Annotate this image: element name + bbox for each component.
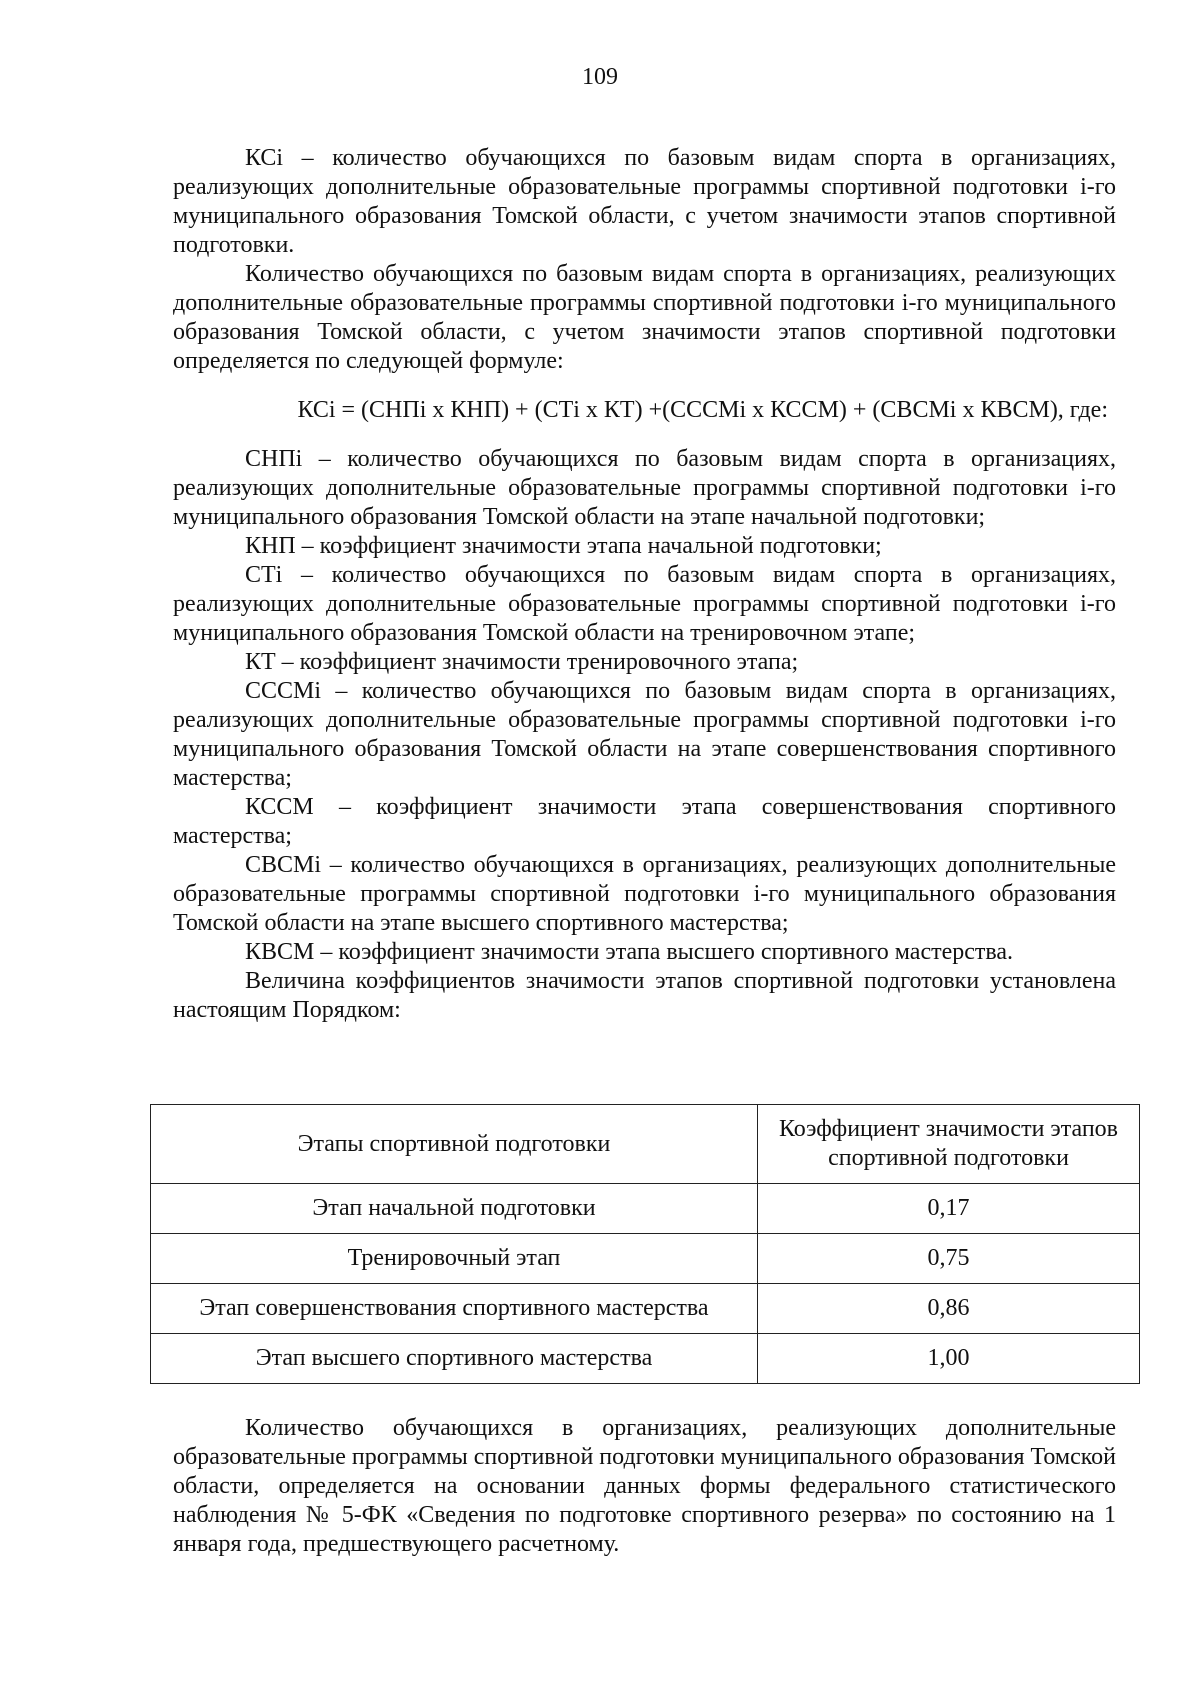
- definition-kvsm: КВСМ – коэффициент значимости этапа высшего спортивного мастерства.: [245, 939, 1014, 965]
- table-cell-coefficient: 0,17: [758, 1184, 1140, 1234]
- coefficients-table-wrapper: [150, 1104, 1140, 1384]
- closing-text: [173, 1414, 1116, 1559]
- table-row: [151, 1284, 1140, 1334]
- table-header-stage: Этапы спортивной подготовки: [151, 1105, 758, 1184]
- table-row: [151, 1334, 1140, 1384]
- page-number: 109: [582, 64, 618, 90]
- table-cell-coefficient: 0,86: [758, 1284, 1140, 1334]
- table-cell-stage: Этап начальной подготовки: [151, 1184, 758, 1234]
- table-cell-stage: Этап совершенствования спортивного мастерства: [151, 1284, 758, 1334]
- table-header-coefficient: Коэффициент значимости этапов спортивной подготовки: [758, 1105, 1140, 1184]
- table-cell-coefficient: 1,00: [758, 1334, 1140, 1384]
- table-row: [151, 1184, 1140, 1234]
- formula: КСi = (СНПi х КНП) + (СТi х КТ) +(СССМi х КССМ) + (СВСМi х КВСМ), где:: [297, 397, 1108, 423]
- definition-snpi: СНПi – количество обучающихся по базовым видам спорта в организациях, реализующих дополнительные образовательные программы спортивной подготовки i-го муниципального образования Томской области на этапе начальной подготовки;: [173, 446, 1116, 530]
- paragraph-coefficients-intro: Величина коэффициентов значимости этапов спортивной подготовки установлена настоящим Порядком:: [173, 968, 1116, 1023]
- definition-knp: КНП – коэффициент значимости этапа начальной подготовки;: [245, 533, 882, 559]
- table-row: [151, 1234, 1140, 1284]
- definition-sti: СТi – количество обучающихся по базовым видам спорта в организациях, реализующих дополнительные образовательные программы спортивной подготовки i-го муниципального образования Томской области на тренировочном этапе;: [173, 562, 1116, 646]
- definition-svsmi: СВСМi – количество обучающихся в организациях, реализующих дополнительные образовательные программы спортивной подготовки i-го муниципального образования Томской области на этапе высшего спортивного мастерства;: [173, 852, 1116, 936]
- body-text: [173, 144, 1116, 1025]
- coefficients-table: [150, 1104, 1140, 1384]
- paragraph-formula-intro: Количество обучающихся по базовым видам спорта в организациях, реализующих дополнительные образовательные программы спортивной подготовки i-го муниципального образования Томской области, с учетом значимости этапов спортивной подготовки определяется по следующей формуле:: [173, 261, 1116, 374]
- paragraph-ksi-definition: КСi – количество обучающихся по базовым видам спорта в организациях, реализующих дополнительные образовательные программы спортивной подготовки i-го муниципального образования Томской области, с учетом значимости этапов спортивной подготовки.: [173, 145, 1116, 258]
- table-cell-stage: Этап высшего спортивного мастерства: [151, 1334, 758, 1384]
- paragraph-closing: Количество обучающихся в организациях, реализующих дополнительные образовательные программы спортивной подготовки муниципального образования Томской области, определяется на основании данных формы федерального статистического наблюдения № 5-ФК «Сведения по подготовке спортивного резерва» по состоянию на 1 января года, предшествующего расчетному.: [173, 1415, 1117, 1557]
- table-cell-coefficient: 0,75: [758, 1234, 1140, 1284]
- definition-sssmi: СССМi – количество обучающихся по базовым видам спорта в организациях, реализующих дополнительные образовательные программы спортивной подготовки i-го муниципального образования Томской области на этапе совершенствования спортивного мастерства;: [173, 678, 1116, 791]
- definition-kssm: КССМ – коэффициент значимости этапа совершенствования спортивного мастерства;: [173, 794, 1116, 849]
- table-header-row: [151, 1105, 1140, 1184]
- table-cell-stage: Тренировочный этап: [151, 1234, 758, 1284]
- definition-kt: КТ – коэффициент значимости тренировочного этапа;: [245, 649, 799, 675]
